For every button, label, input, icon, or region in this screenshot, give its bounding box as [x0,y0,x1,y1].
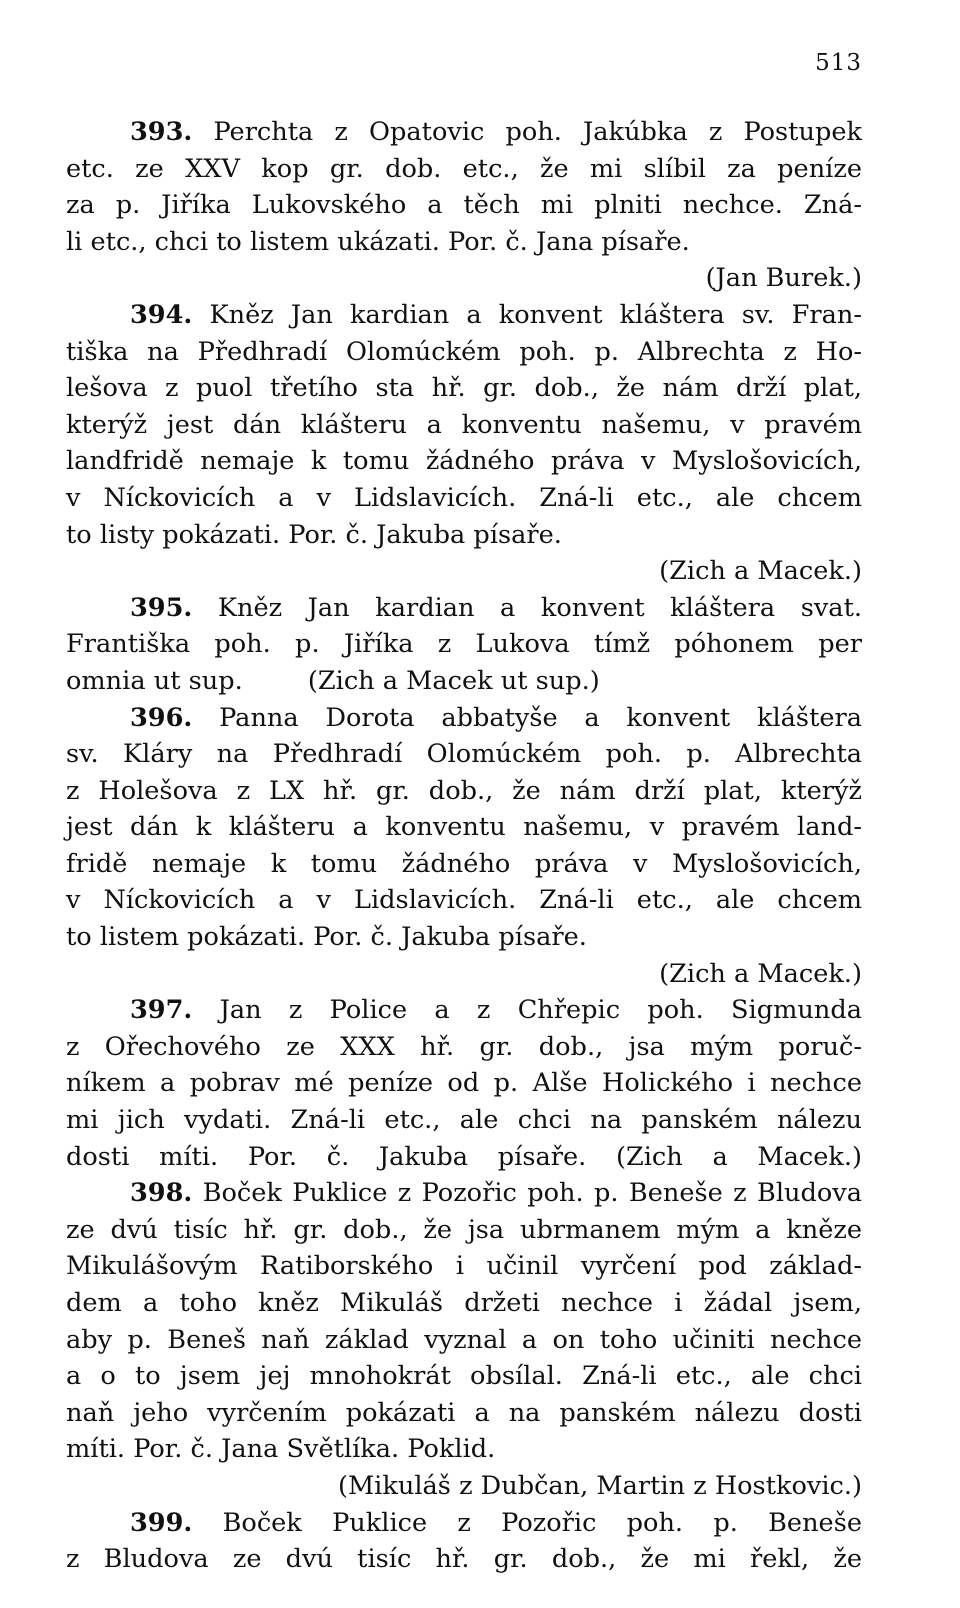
line-text: omnia ut sup. (Zich a Macek ut sup.) [66,665,600,696]
page-number: 513 [815,50,862,76]
entry-number: 396. [130,702,193,733]
text-line [66,480,862,517]
line-text: etc. ze XXV kop gr. dob. etc., že mi slíbil za peníze [66,153,862,184]
text-line [66,553,862,590]
entry-number: 399. [130,1507,193,1538]
text-line [66,992,862,1029]
text-line [66,919,862,956]
text-line [66,260,862,297]
line-text: mi jich vydati. Zná-li etc., ale chci na panském nálezu [66,1105,862,1136]
document-body [66,114,862,1578]
line-text: za p. Jiříka Lukovského a těch mi plniti nechce. Zná- [66,190,862,221]
text-line [66,151,862,188]
text-line [66,736,862,773]
line-text: Kněz Jan kardian a konvent kláštera sv. Fran- [192,299,862,330]
line-text: to listem pokázati. Por. č. Jakuba písaře. [66,922,587,953]
line-text: (Jan Burek.) [705,263,862,294]
entry-number: 394. [130,299,193,330]
line-text: Kněz Jan kardian a konvent kláštera svat. [192,592,862,623]
text-line [66,1431,862,1468]
text-line [66,1395,862,1432]
line-text: ze dvú tisíc hř. gr. dob., že jsa ubrmanem mým a kněze [66,1214,862,1245]
entry-number: 395. [130,592,193,623]
text-line [66,187,862,224]
line-text: a o to jsem jej mnohokrát obsílal. Zná-li etc., ale chci [66,1361,862,1392]
entry-number: 393. [130,117,193,147]
line-text: dosti míti. Por. č. Jakuba písaře. (Zich a Macek.) [66,1141,862,1172]
line-text: z Bludova ze dvú tisíc hř. gr. dob., že mi řekl, že [66,1544,862,1575]
text-line [66,1285,862,1322]
text-line [66,773,862,810]
line-text: jest dán k klášteru a konventu našemu, v pravém land- [66,812,862,843]
line-text: (Zich a Macek.) [659,958,862,989]
line-text: Mikulášovým Ratiborského i učinil vyrčení pod základ- [66,1251,862,1282]
text-line [66,114,862,151]
line-text: v Níckovicích a v Lidslavicích. Zná-li etc., ale chcem [66,482,862,513]
text-line [66,334,862,371]
line-text: Jan z Police a z Chřepic poh. Sigmunda [192,995,862,1026]
line-text: Boček Puklice z Pozořic poh. p. Beneše [192,1507,862,1538]
text-line [66,370,862,407]
line-text: naň jeho vyrčením pokázati a na panském nálezu dosti [66,1397,862,1428]
line-text: Panna Dorota abbatyše a konvent kláštera [192,702,862,733]
line-text: landfridě nemaje k tomu žádného práva v Myslošovicích, [66,446,862,477]
line-text: Boček Puklice z Pozořic poh. p. Beneše z Bludova [192,1178,862,1209]
text-line [66,1212,862,1249]
line-text: li etc., chci to listem ukázati. Por. č. Jana písaře. [66,226,690,257]
line-text: aby p. Beneš naň základ vyznal a on toho učiniti nechce [66,1324,862,1355]
text-line [66,297,862,334]
text-line [66,700,862,737]
text-line [66,1102,862,1139]
text-line [66,1029,862,1066]
line-text: z Holešova z LX hř. gr. dob., že nám drží plat, kterýž [66,775,862,806]
text-line [66,846,862,883]
line-text: v Níckovicích a v Lidslavicích. Zná-li etc., ale chcem [66,885,862,916]
entry-number: 398. [130,1178,193,1209]
text-line [66,809,862,846]
line-text: dem a toho kněz Mikuláš držeti nechce i žádal jsem, [66,1288,862,1318]
text-line [66,443,862,480]
line-text: lešova z puol třetího sta hř. gr. dob., že nám drží plat, [66,373,862,404]
text-line [66,1175,862,1212]
text-line [66,1248,862,1285]
line-text: níkem a pobrav mé peníze od p. Alše Holického i nechce [66,1068,862,1099]
line-text: míti. Por. č. Jana Světlíka. Poklid. [66,1434,496,1465]
text-line [66,663,862,700]
line-text: fridě nemaje k tomu žádného práva v Myslošovicích, [66,848,862,879]
line-text: z Ořechového ze XXX hř. gr. dob., jsa mým poruč- [66,1031,862,1062]
entry-number: 397. [130,995,193,1026]
line-text: Perchta z Opatovic poh. Jakúbka z Postupek [192,117,862,147]
line-text: sv. Kláry na Předhradí Olomúckém poh. p. Albrechta [66,739,862,770]
line-text: Františka poh. p. Jiříka z Lukova tímž póhonem per [66,629,862,660]
text-line [66,517,862,554]
line-text: tiška na Předhradí Olomúckém poh. p. Albrechta z Ho- [66,336,862,367]
line-text: (Zich a Macek.) [659,556,862,587]
text-line [66,626,862,663]
line-text: kterýž jest dán klášteru a konventu našemu, v pravém [66,409,862,440]
text-line [66,590,862,627]
text-line [66,1065,862,1102]
text-line [66,224,862,261]
text-line [66,882,862,919]
text-line [66,1505,862,1542]
text-line [66,1541,862,1578]
text-line [66,1139,862,1176]
line-text: (Mikuláš z Dubčan, Martin z Hostkovic.) [337,1470,862,1501]
text-line [66,1322,862,1359]
text-line [66,1358,862,1395]
text-line [66,956,862,993]
text-line [66,407,862,444]
line-text: to listy pokázati. Por. č. Jakuba písaře. [66,519,562,550]
text-line [66,1468,862,1505]
